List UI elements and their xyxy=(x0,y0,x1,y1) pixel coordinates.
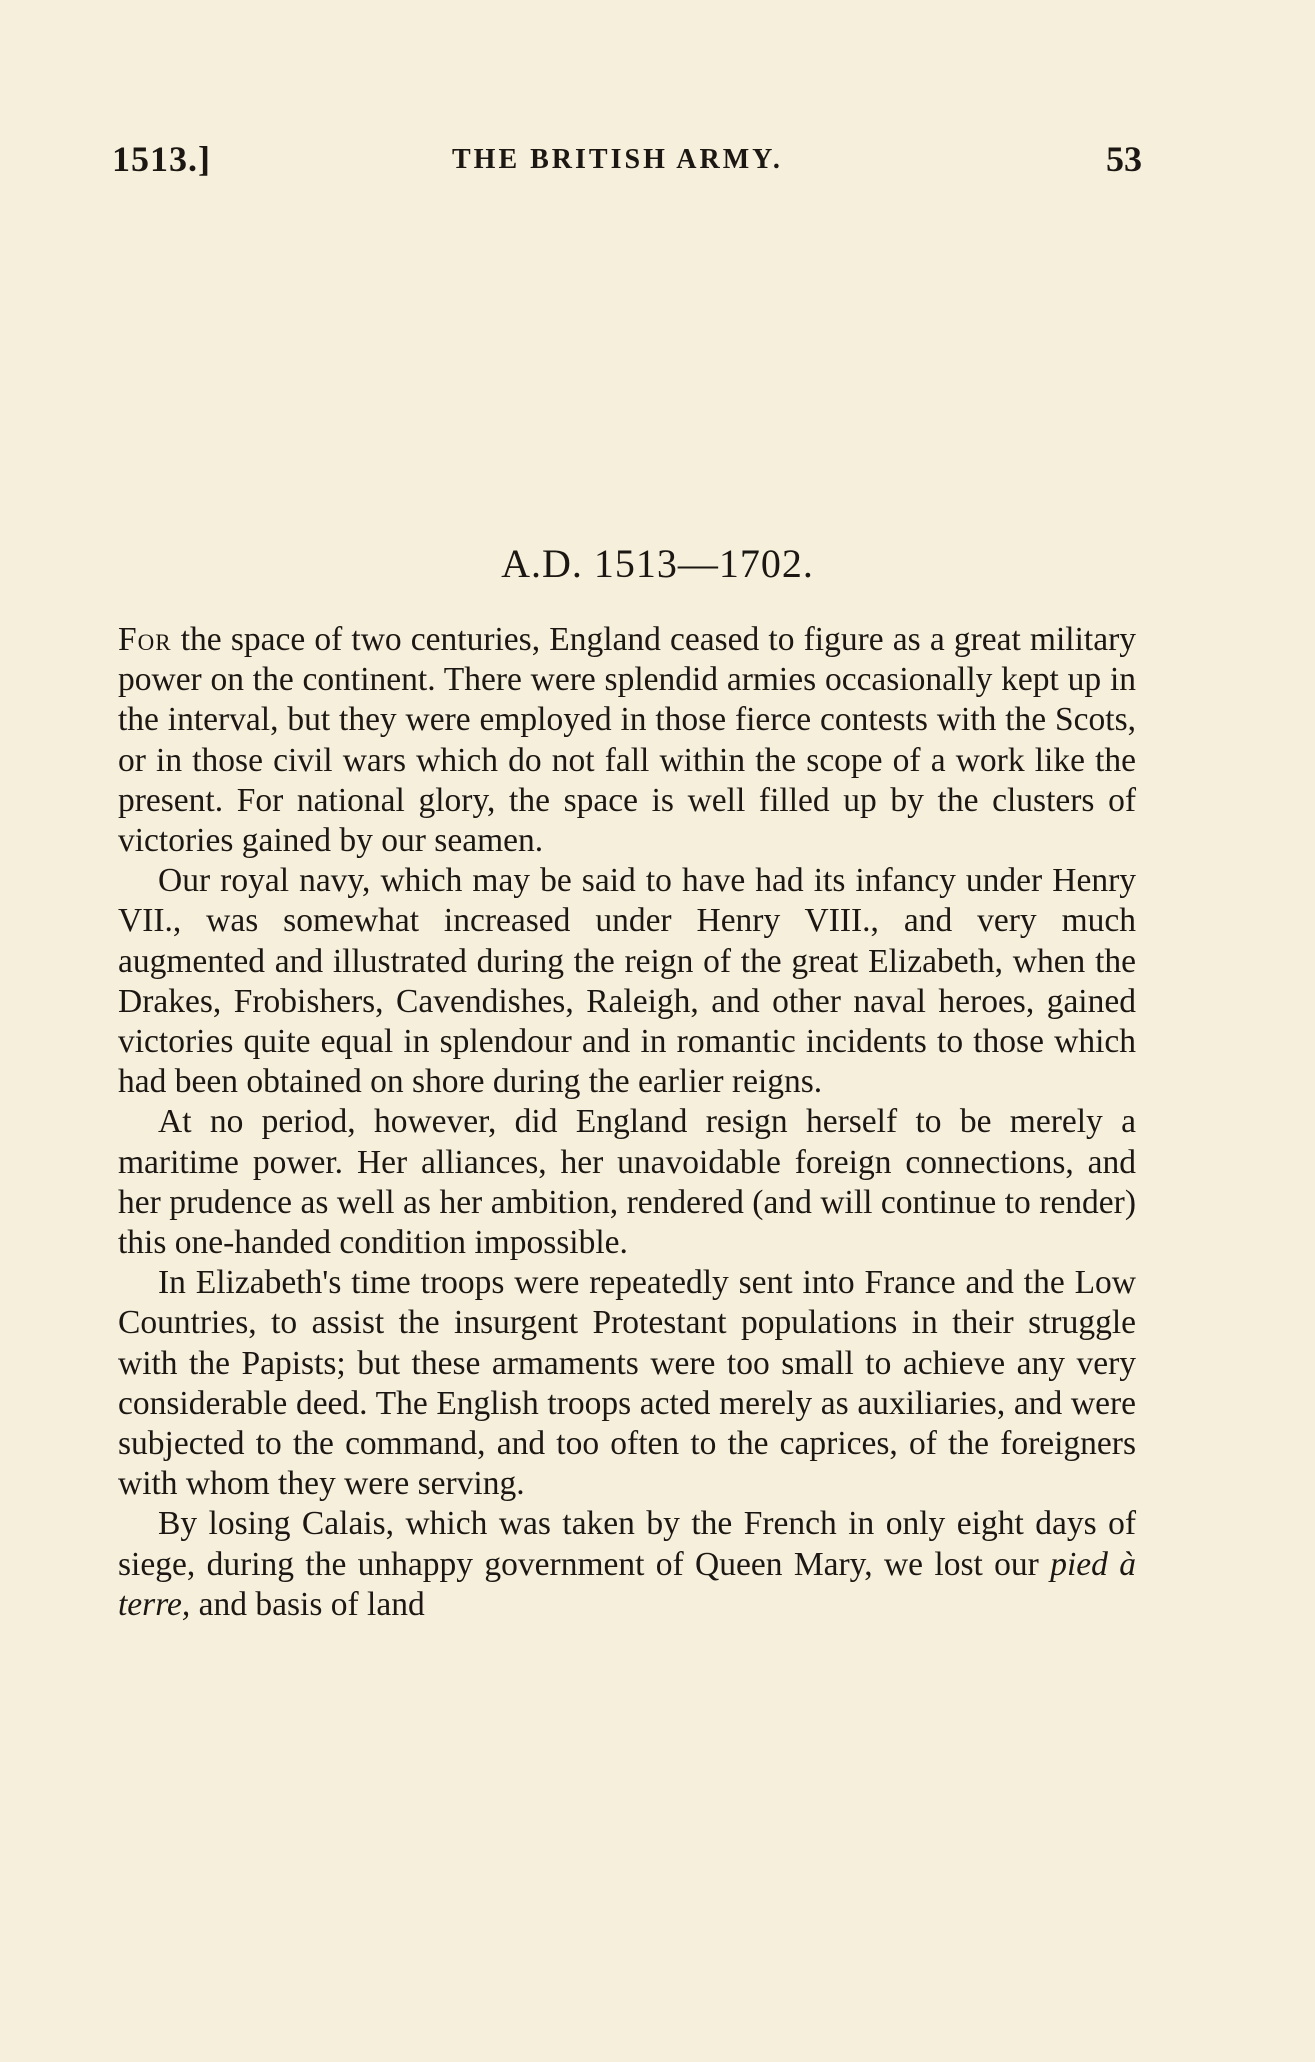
page-number: 53 xyxy=(1106,139,1142,179)
paragraph-5-text-after: and basis of land xyxy=(190,1585,425,1623)
running-head-year: 1513.] xyxy=(112,139,211,179)
opening-word: For xyxy=(118,621,172,658)
paragraph-5-text-before: By losing Calais, which was taken by the French in only eight days of siege, during the unhappy government of Queen Mary, we lost our xyxy=(118,1505,1136,1583)
paragraph-1 xyxy=(118,620,1136,861)
paragraph-2: Our royal navy, which may be said to have had its infancy under Henry VII., was somewhat increased under Henry VIII., and very much augmented and illustrated during the reign of the great Elizabeth, when the Drakes, Frobishers, Cavendishes, Raleigh, and other naval heroes, gained victories quite equal in splendour and in romantic incidents to those which had been obtained on shore during the earlier reigns. xyxy=(118,862,1136,1101)
body-text xyxy=(118,620,1136,1625)
section-heading: A.D. 1513—1702. xyxy=(501,541,814,586)
running-head xyxy=(112,138,1142,182)
paragraph-4: In Elizabeth's time troops were repeatedly sent into France and the Low Countries, to assist the insurgent Protestant populations in their struggle with the Papists; but these armaments were too small to achieve any very considerable deed. The English troops acted merely as auxiliaries, and were subjected to the command, and too often to the caprices, of the foreigners with whom they were serving. xyxy=(118,1264,1136,1503)
running-head-title: THE BRITISH ARMY. xyxy=(452,144,783,175)
paragraph-5 xyxy=(118,1504,1136,1625)
paragraph-5-italic-phrase: pied à terre, xyxy=(118,1545,1136,1623)
paragraph-3: At no period, however, did England resign herself to be merely a maritime power. Her alliances, her unavoidable foreign connections, and her prudence as well as her ambition, rendered (and will continue to render) this one-handed condition impossible. xyxy=(118,1103,1136,1262)
paragraph-1-text: the space of two centuries, England ceased to figure as a great military power on the continent. There were splendid armies occasionally kept up in the interval, but they were employed in those fierce contests with the Scots, or in those civil wars which do not fall within the scope of a work like the present. For national glory, the space is well filled up by the clusters of victories gained by our seamen. xyxy=(118,621,1136,860)
